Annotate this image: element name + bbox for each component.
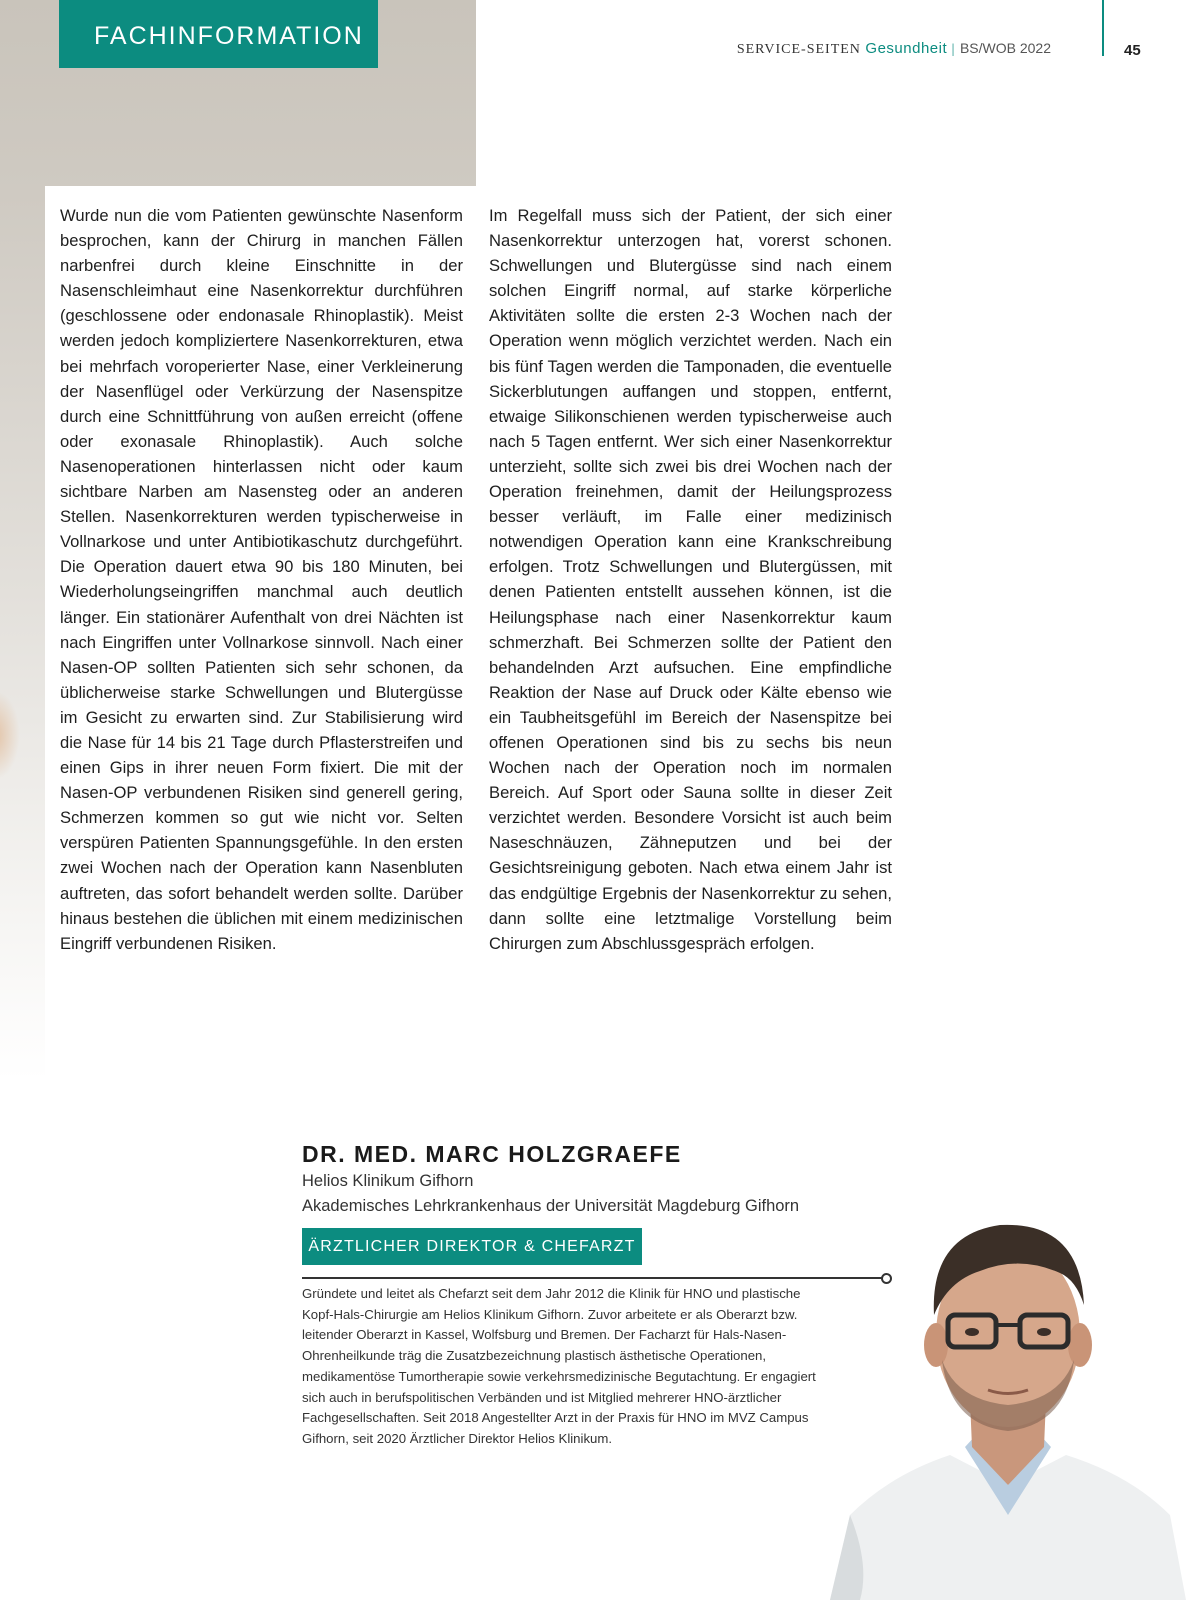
portrait-ear-left xyxy=(924,1323,948,1367)
doctor-portrait xyxy=(830,1185,1186,1600)
portrait-eye-left xyxy=(965,1328,979,1336)
page-number: 45 xyxy=(1124,42,1141,59)
portrait-ear-right xyxy=(1068,1323,1092,1367)
doctor-affiliation: Akademisches Lehrkrankenhaus der Universität Magdeburg Gifhorn xyxy=(302,1197,800,1215)
header-divider xyxy=(1102,0,1104,56)
section-tag: FACHINFORMATION xyxy=(59,0,378,68)
article-column-left: Wurde nun die vom Patienten gewünschte Nasenform besprochen, kann der Chirurg in manchen Fällen narbenfrei durch kleine Einschnitte in der Nasenschleimhaut eine Nasenkorrektur durchführen (geschlossene oder endonasale Rhinoplastik). Meist werden jedoch kompliziertere Nasenkorrekturen, etwa bei mehrfach voroperierter Nase, einer Verkleinerung der Nasenflügel oder Verkürzung der Nasenspitze durch eine Schnittführung von außen erreicht (offene oder exonasale Rhinoplastik). Auch solche Nasenoperationen hinterlassen nicht oder kaum sichtbare Narben am Nasensteg oder an anderen Stellen. Nasenkorrekturen werden typischerweise in Vollnarkose und unter Antibiotikaschutz durchgeführt. Die Operation dauert etwa 90 bis 180 Minuten, bei Wiederholungseingriffen manchmal auch deutlich länger. Ein stationärer Aufenthalt von drei Nächten ist nach Eingriffen unter Vollnarkose sinnvoll. Nach einer Nasen-OP sollten Patienten sich sehr schonen, da üblicherweise starke Schwellungen und Blutergüsse im Gesicht zu erwarten sind. Zur Stabilisierung wird die Nase für 14 bis 21 Tage durch Pflasterstreifen und einen Gips in ihrer neuen Form fixiert. Die mit der Nasen-OP verbundenen Risiken sind generell gering, Schmerzen kommen so gut wie nicht vor. Selten verspüren Patienten Spannungsgefühle. In den ersten zwei Wochen nach der Operation kann Nasenbluten auftreten, das sofort behandelt werden sollte. Darüber hinaus bestehen die üblichen mit einem medizinischen Eingriff verbundenen Risiken. xyxy=(60,206,463,953)
portrait-eye-right xyxy=(1037,1328,1051,1336)
doctor-name: DR. MED. MARC HOLZGRAEFE xyxy=(302,1141,682,1167)
running-head xyxy=(737,40,1051,58)
running-head-separator: | xyxy=(951,42,956,57)
doctor-role-badge: ÄRZTLICHER DIREKTOR & CHEFARZT xyxy=(302,1228,642,1265)
doctor-clinic: Helios Klinikum Gifhorn xyxy=(302,1172,474,1190)
article-column-right: Im Regelfall muss sich der Patient, der sich einer Nasenkorrektur unterzogen hat, vorerst schonen. Schwellungen und Blutergüsse sind nach einem solchen Eingriff normal, auf starke körperliche Aktivitäten sollte die ersten 2-3 Wochen nach der Operation wenn möglich verzichtet werden. Nach ein bis fünf Tagen werden die Tamponaden, die eventuelle Sickerblutungen auffangen und stoppen, entfernt, etwaige Silikonschienen werden typischerweise auch nach 5 Tagen entfernt. Wer sich einer Nasenkorrektur unterzieht, sollte sich zwei bis drei Wochen nach der Operation freinehmen, damit der Heilungsprozess besser verläuft, im Falle einer medizinisch notwendigen Operation kann eine Krankschreibung erfolgen. Trotz Schwellungen und Blutergüssen, mit denen Patienten entstellt aussehen können, ist die Heilungsphase nach einer Nasenkorrektur kaum schmerzhaft. Bei Schmerzen sollte der Patient den behandelnden Arzt aufsuchen. Eine empfindliche Reaktion der Nase auf Druck oder Kälte ebenso wie ein Taubheitsgefühl im Bereich der Nasenspitze bei offenen Operationen sind bis zu sechs bis neun Wochen nach der Operation noch im normalen Bereich. Auf Sport oder Sauna sollte in dieser Zeit verzichtet werden. Besondere Vorsicht ist auch beim Naseschnäuzen, Zähneputzen und bei der Gesichtsreinigung geboten. Nach etwa einem Jahr ist das endgültige Ergebnis der Nasenkorrektur zu sehen, dann sollte eine letztmalige Vorstellung beim Chirurgen zum Abschlussgespräch erfolgen. xyxy=(489,206,892,953)
running-head-topic: Gesundheit xyxy=(865,40,948,57)
running-head-series: SERVICE-SEITEN xyxy=(736,42,861,57)
running-head-edition: BS/WOB 2022 xyxy=(959,40,1051,56)
doctor-bio: Gründete und leitet als Chefarzt seit dem Jahr 2012 die Klinik für HNO und plastische Kopf-Hals-Chirurgie am Helios Klinikum Gifhorn. Zuvor arbeitete er als Oberarzt bzw. leitender Oberarzt in Kassel, Wolfsburg und Bremen. Der Facharzt für Hals-Nasen-Ohrenheilkunde träg die Zusatzbezeichnung plastisch ästhetische Operationen, medikamentöse Tumortherapie sowie verkehrsmedizinische Begutachtung. Er engagiert sich auch in berufspolitischen Verbänden und ist Mitglied mehrerer HNO-ärztlicher Fachgesellschaften. Seit 2018 Angestellter Arzt in der Praxis für HNO im MVZ Campus Gifhorn, seit 2020 Ärztlicher Direktor Helios Klinikum. xyxy=(302,1286,816,1446)
bio-divider xyxy=(302,1277,882,1279)
